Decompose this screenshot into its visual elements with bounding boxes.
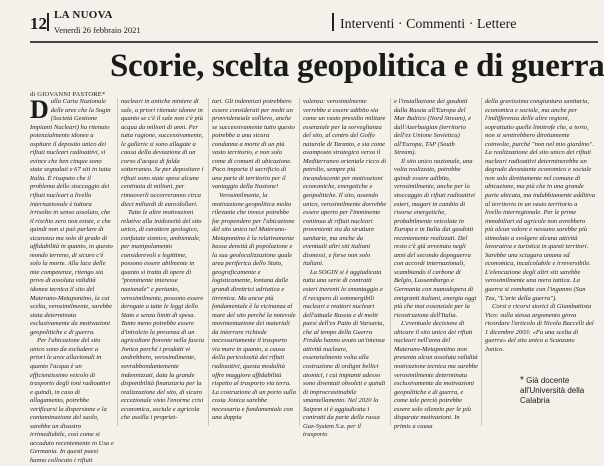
page-number: 12 [30, 14, 47, 33]
article-column-5 [394, 98, 478, 431]
column-rule [299, 98, 300, 426]
author-note [520, 376, 602, 406]
column-paragraph: Il sito unico nazionale, una volta realizzato, potrebbe quindi essere adibito, verosimilmente, anche per lo stoccaggio di rifiuti radioattivi esteri, magari in cambio di risorse energetiche, probabilmente veicolate in Europa e in Italia dai gasdotti recentemente realizzati. Del resto c'è già avvenuto negli anni del secondo dopoguerra con accordi internazionali, scambiando il carbone di Belgio, Lussemburgo e Germania con manodopera di emigranti italiani, energia oggi più che mai essenziale per la ricostruzione dell'Italia. [394, 157, 477, 319]
article-column-2 [121, 98, 205, 423]
column-rule [481, 98, 482, 426]
drop-cap: D [30, 95, 49, 124]
column-paragraph: tari. Gli indennizzi potrebbero essere considerati per molti un provvidenziale sollievo, anche se successivamente tutto questo potrebbe a una sicura condanna a morte di un più vasto territorio, e non solo come di comuni di ubicazione. Poco importa il sacrificio di una parte di territorio per il vantaggio della Nazione! [212, 98, 295, 191]
page-header [0, 0, 600, 40]
column-paragraph: Tutte le altre motivazioni relative alla inidoneità del sito unico, di carattere geologico, confutate sismico, ambientale, per manipolamento considerevoli e legittime, possono essere abilmente in quanto si tratta di opere di "preminente interesse nazionale" e pertanto, verosimilmente, possono essere derogate a tutte le leggi dello Stato e senza limiti di spesa. Tanto meno potrebbe essere d'intralcio la presenza di un agricoltore fiorente nella fascia Jonica perché i prodotti vi andrebbero, verosimilmente, sovrabbondantemente indennizzati, data la grande disponibilità finanziaria per la realizzazione del sito, di sicuro eccezionale visto l'enorme crisi economica, sociale e agricola che assilla i propriet- [121, 209, 204, 422]
column-rule [390, 98, 391, 426]
column-paragraph: della gravissima congiuntura sanitaria, economica e sociale, ma anche per l'indifferenza delle altre regioni, soprattutto quelle limitrofe che, a torto, non si sentirebbero direttamente coinvolte, purché "non nel mio giardino". La realizzazione del sito unico dei rifiuti nucleari radioattivi determinerebbe un degrado devastante economico e sociale non solo direttamente nel comune di ubicazione, ma più che in una grande parte ubicata, ma indubbiamente additiva al territorio in un vasto territorio a livello interregionale. Per le prime inmobiliari ed agricole non avrebbero più alcun valore e nessuno sarebbe più stimolato a svolgere alcuna attività lavorativa e turistica in questi territori. Sarebbe una sciagura umana ed economica, incalcolabile e irreversibile. L'elencazione degli altri siti sarebbe verosimilmente una mera tattica. La guerra si combatte con l'inganno (Sun Tzu, "L'arte della guerra"). [485, 98, 596, 302]
column-paragraph: e l'installazione dei gasdotti dalla Russia all'Europa del Mar Baltico (Nord Stream), e dall'Azerbaigian (territorio dell'ex Unione Sovietica) all'Europa, TAP (South Stream). [394, 98, 472, 157]
column-paragraph: Verosimilmente, la motivazione geopolitica molto rilevante che invece potrebbe far propendere per l'ubicazione del sito unico nel Materano-Metapontino è la relativamente bassa densità di popolazione e la sua geolocalizzazione quale area periferica dello Stato, geograficamente e logisticamente, lontana dalle grandi direttrici adriatica e tirrenica. Ma ancor più fondamentale è la vicinanza al mare del sito perché la notevole movimentazione dei materiali da interrare richiede necessariamente il trasporto via mare in quanto, a causa della pericolosità dei rifiuti radioattivi, questa modalità offre maggiore affidabilità rispetto al trasporto via terra. La costruzione di un porto sulla costa Jonica sarebbe necessaria e fondamentale con una doppia [212, 192, 296, 422]
column-rule [117, 98, 118, 426]
header-rule [30, 41, 598, 43]
newspaper-brand: LA NUOVA [54, 9, 113, 21]
column-paragraph: nucleari in antiche miniere di sale, a priori ritenute idonee in quanto se c'è il sale non c'è più acqua da milioni di anni. Per tutta ragione, successivamente, le gallerie si sono allagate a causa della deviazione di un corso d'acqua di falda sotterraneo. Se per depositare i rifiuti sono state spese alcune centinaia di milioni, per rimuoverli occorreranno circa dieci miliardi di euro/dollari. [121, 98, 204, 208]
section-title: Interventi · Commenti · Lettere [340, 17, 517, 32]
column-paragraph: Per l'ubicazione del sito unico sono da escludere a priori le aree alluvionali in quanto l'acqua è un efficientissimo veicolo di trasporto degli ioni radioattivi e quindi, in caso di allagamento, potrebbe verificarsi la dispersione e la contaminazione del suolo, sarebbe un disastro irrimediabile, così come si accaduto recentemente in Usa e Germania. In questi paesi hanno collocato i rifiuti [30, 337, 114, 464]
issue-date: Venerdì 26 febbraio 2021 [54, 25, 141, 35]
column-rule [208, 98, 209, 426]
author-note-text: Già docente all'Università della Calabria [520, 376, 585, 405]
article-byline: di GIOVANNI PASTORE* [30, 91, 106, 98]
header-divider-left [47, 13, 49, 31]
column-paragraph: Corsi e ricorsi storici di Giambattista Vico: sulla stessa argomento giova ricordare l'articolo di Nicola Baccelli del 1 dicembre 2003: «Fu una scelta di guerra» del sito unico a Scanzano Jonico. [485, 303, 594, 353]
column-paragraph: alla Carta Nazionale delle aree che la Sogin (Società Gestione Impianti Nucleari) ha ritenuto potenzialmente idonee a ospitare il deposito unico dei rifiuti nucleari radioattivi, si evince che ben cinque sono state segnalati e 67 siti in tutta Italia. È risaputo che il problema dello stoccaggio dei rifiuti nucleari a livello internazionale è tuttora irrisolto in senso assoluto, che il rischio zero non esiste, e che quindi non si può parlare di sicurezza ma solo di grado di affidabilità in quanto, in questo mondo terreno, di sicuro c'è solo la morte. Alla luce delle mie competenze, ritengo sia privo di assoluta validità idonea tecnica il sito del Materano-Metapontino, la cui scelta, verosimilmente, sarebbe stata determinata esclusivamente da motivazioni geopolitiche e di guerra. [30, 98, 113, 336]
article-column-1 [30, 95, 114, 466]
article-column-6 [485, 98, 595, 370]
article-column-4 [303, 98, 387, 440]
article-column-3 [212, 98, 296, 423]
column-paragraph: La SOGIN si è aggiudicata tutta una serie di contratti esteri inerenti lo smontaggio e il recupero di sommergibili nucleari e reattori nucleari dell'attuale Russia e di molti paesi dell'ex Patto di Varsavia, che al tempo della Guerra Fredda hanno avuto un'intensa attività nucleare, essenzialmente volta alla costruzione di ordigni bellici atomici, i cui impianti adesso sono diventati obsoleti e quindi di improcrastinabile smantellamento. Nel 2020 la Saipem si è aggiudicata i contratti da parte della russa Gaz-System S.a. per il trasporto [303, 268, 386, 439]
column-paragraph: L'eventuale decisione di ubicare il sito unico dei rifiuti nucleari nell'area del Materano-Metapontino non presenta alcun assoluta validità motivazione tecnica ma sarebbe verosimilmente determinata esclusivamente da motivazioni geopolitiche e di guerra, e come tale perciò potrebbe essere solo silenzio per le più disparate motivazioni. In primis a causa [394, 320, 478, 430]
article-headline: Scorie, scelta geopolitica e di guerra [110, 48, 604, 84]
header-divider-right [332, 13, 334, 31]
author-marker: * [520, 375, 524, 386]
column-paragraph: valenza: verosimilmente verrebbe a essere adibito sia come un vasto presidio militare essenziale per la sorveglianza del sito, al centro del Golfo naturale di Taranto, e sia come avamposto strategico verso il Mediterraneo orientale ricco di petrolio, sempre più incandescente per motivazioni economiche, energetiche e geopolitiche. Il sito, assendo unico, verosimilmente dovrebbe essere aperto per l'imminente continua di rifiuti nucleari provenienti sia da strutture sanitarie, ma anche da eventuali altri siti italiani dismessi, e forse non solo italiani. [303, 98, 387, 268]
